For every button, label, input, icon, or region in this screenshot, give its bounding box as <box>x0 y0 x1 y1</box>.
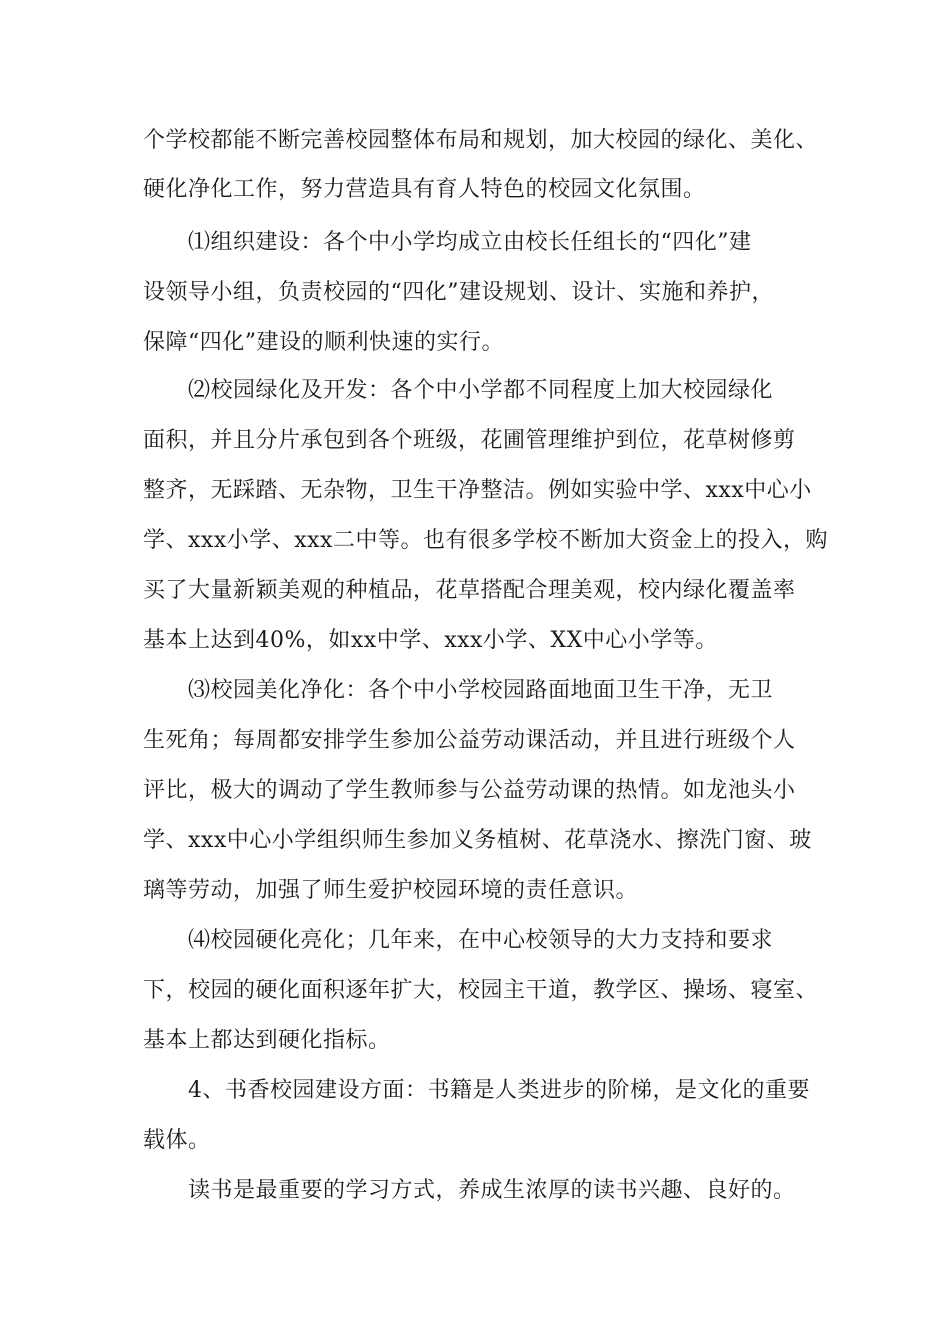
paragraph-line-18: 下，校园的硬化面积逐年扩大，校园主干道，教学区、操场、寝室、 <box>143 978 819 1003</box>
paragraph-line-7: 面积，并且分片承包到各个班级，花圃管理维护到位，花草树修剪 <box>143 428 796 453</box>
paragraph-line-15: 学、xxx中心小学组织师生参加义务植树、花草浇水、擦洗门窗、玻 <box>143 828 812 853</box>
paragraph-line-20: 4、书香校园建设方面：书籍是人类进步的阶梯，是文化的重要 <box>188 1078 810 1103</box>
paragraph-line-13: 生死角；每周都安排学生参加公益劳动课活动，并且进行班级个人 <box>143 728 796 753</box>
paragraph-line-3: ⑴组织建设：各个中小学均成立由校长任组长的“四化”建 <box>188 230 752 255</box>
paragraph-line-12: ⑶校园美化净化：各个中小学校园路面地面卫生干净，无卫 <box>188 678 774 703</box>
paragraph-line-8: 整齐，无踩踏、无杂物，卫生干净整洁。例如实验中学、xxx中心小 <box>143 478 812 503</box>
paragraph-line-16: 璃等劳动，加强了师生爱护校园环境的责任意识。 <box>143 878 639 903</box>
paragraph-line-17: ⑷校园硬化亮化；几年来，在中心校领导的大力支持和要求 <box>188 928 774 953</box>
paragraph-line-5: 保障“四化”建设的顺利快速的实行。 <box>143 330 504 355</box>
paragraph-line-22: 读书是最重要的学习方式，养成生浓厚的读书兴趣、良好的。 <box>188 1178 796 1203</box>
paragraph-line-14: 评比，极大的调动了学生教师参与公益劳动课的热情。如龙池头小 <box>143 778 796 803</box>
paragraph-line-2: 硬化净化工作，努力营造具有育人特色的校园文化氛围。 <box>143 177 706 202</box>
paragraph-line-9: 学、xxx小学、xxx二中等。也有很多学校不断加大资金上的投入，购 <box>143 528 828 553</box>
paragraph-line-19: 基本上都达到硬化指标。 <box>143 1028 391 1053</box>
paragraph-line-11: 基本上达到40%，如xx中学、xxx小学、XX中心小学等。 <box>143 628 718 653</box>
paragraph-line-21: 载体。 <box>143 1128 211 1153</box>
paragraph-line-6: ⑵校园绿化及开发：各个中小学都不同程度上加大校园绿化 <box>188 378 774 403</box>
paragraph-line-4: 设领导小组，负责校园的“四化”建设规划、设计、实施和养护， <box>143 280 774 305</box>
paragraph-line-10: 买了大量新颖美观的种植品，花草搭配合理美观，校内绿化覆盖率 <box>143 578 796 603</box>
paragraph-line-1: 个学校都能不断完善校园整体布局和规划，加大校园的绿化、美化、 <box>143 128 819 153</box>
